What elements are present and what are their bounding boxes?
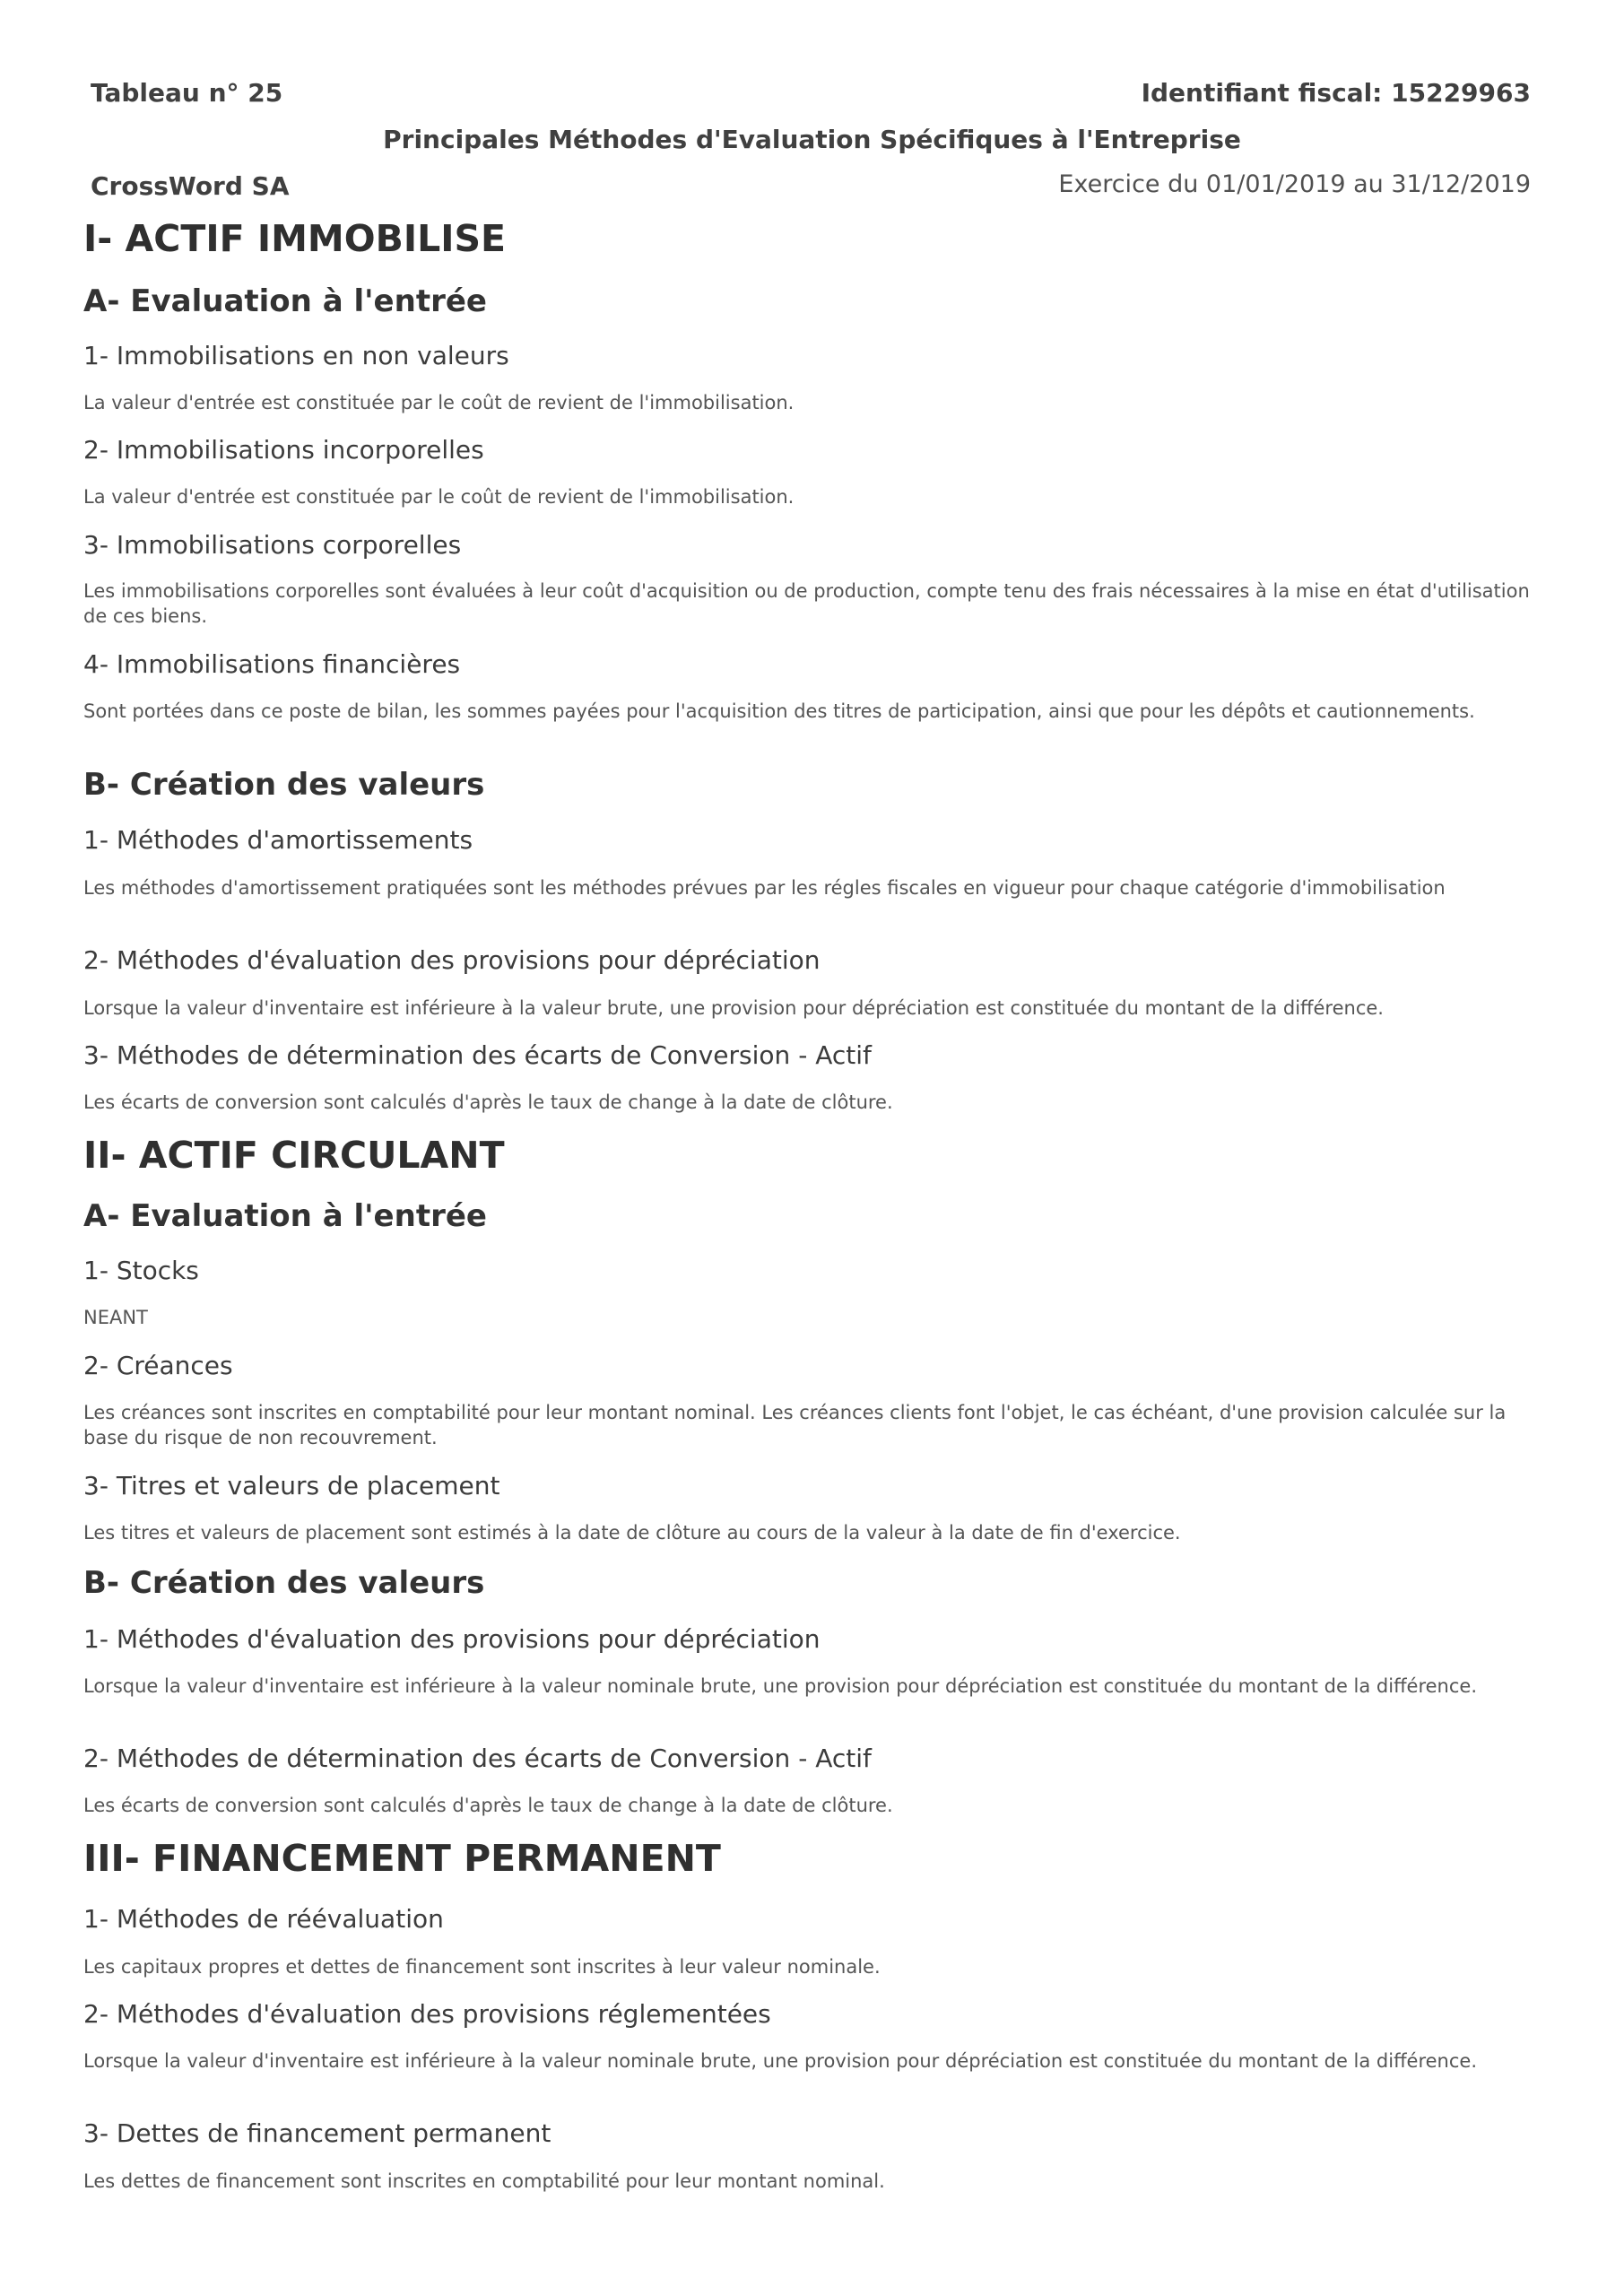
item-title-provisions-depreciation: 1- Méthodes d'évaluation des provisions pour dépréciation <box>83 1624 821 1654</box>
item-text-stocks: NEANT <box>83 1307 148 1328</box>
item-title-immobilisations-non-valeurs: 1- Immobilisations en non valeurs <box>83 341 509 370</box>
item-title-ecarts-conversion: 3- Méthodes de détermination des écarts de Conversion - Actif <box>83 1040 872 1070</box>
item-title-methodes-amortissements: 1- Méthodes d'amortissements <box>83 825 473 855</box>
item-title-provisions-reglementees: 2- Méthodes d'évaluation des provisions réglementées <box>83 1999 771 2029</box>
item-title-immobilisations-incorporelles: 2- Immobilisations incorporelles <box>83 435 484 465</box>
item-title-immobilisations-financieres: 4- Immobilisations financières <box>83 649 461 679</box>
item-text-immobilisations-financieres: Sont portées dans ce poste de bilan, les sommes payées pour l'acquisition des titres de participation, ainsi que pour les dépôts et cautionnements. <box>83 700 1475 722</box>
subsection-title-evaluation-entree: A- Evaluation à l'entrée <box>83 1198 487 1234</box>
company-name: CrossWord SA <box>91 171 290 201</box>
item-text-provisions-reglementees: Lorsque la valeur d'inventaire est inférieure à la valeur nominale brute, une provision pour dépréciation est constituée du montant de la différence. <box>83 2050 1478 2072</box>
item-text-immobilisations-corporelles: Les immobilisations corporelles sont évaluées à leur coût d'acquisition ou de production, compte tenu des frais nécessaires à la mise en état d'utilisation de ces biens. <box>83 580 1530 627</box>
item-title-titres-placement: 3- Titres et valeurs de placement <box>83 1471 500 1500</box>
item-title-provisions-depreciation: 2- Méthodes d'évaluation des provisions pour dépréciation <box>83 945 821 975</box>
subsection-title-evaluation-entree: A- Evaluation à l'entrée <box>83 283 487 319</box>
item-text-immobilisations-non-valeurs: La valeur d'entrée est constituée par le coût de revient de l'immobilisation. <box>83 392 795 413</box>
document-title: Principales Méthodes d'Evaluation Spécifiques à l'Entreprise <box>383 125 1241 154</box>
item-text-ecarts-conversion: Les écarts de conversion sont calculés d'après le taux de change à la date de clôture. <box>83 1795 893 1816</box>
item-title-immobilisations-corporelles: 3- Immobilisations corporelles <box>83 530 462 560</box>
item-text-provisions-depreciation: Lorsque la valeur d'inventaire est inférieure à la valeur brute, une provision pour dépréciation est constituée du montant de la différence. <box>83 997 1384 1019</box>
item-title-dettes-financement: 3- Dettes de financement permanent <box>83 2118 551 2148</box>
item-text-creances: Les créances sont inscrites en comptabilité pour leur montant nominal. Les créances clients font l'objet, le cas échéant, d'une provision calculée sur la base du risque de non recouvrement. <box>83 1402 1507 1448</box>
section-title-actif-immobilise: I- ACTIF IMMOBILISE <box>83 217 506 260</box>
subsection-title-creation-valeurs: B- Création des valeurs <box>83 767 485 803</box>
item-text-titres-placement: Les titres et valeurs de placement sont estimés à la date de clôture au cours de la valeur à la date de fin d'exercice. <box>83 1522 1181 1544</box>
item-text-methodes-reevaluation: Les capitaux propres et dettes de financement sont inscrites à leur valeur nominale. <box>83 1956 881 1978</box>
section-title-actif-circulant: II- ACTIF CIRCULANT <box>83 1134 505 1177</box>
table-number: Tableau n° 25 <box>91 78 283 108</box>
item-text-ecarts-conversion: Les écarts de conversion sont calculés d'après le taux de change à la date de clôture. <box>83 1091 893 1113</box>
item-title-stocks: 1- Stocks <box>83 1256 199 1285</box>
item-title-ecarts-conversion: 2- Méthodes de détermination des écarts de Conversion - Actif <box>83 1744 872 1773</box>
item-text-dettes-financement: Les dettes de financement sont inscrites en comptabilité pour leur montant nominal. <box>83 2170 885 2192</box>
item-text-immobilisations-incorporelles: La valeur d'entrée est constituée par le coût de revient de l'immobilisation. <box>83 486 795 508</box>
item-title-creances: 2- Créances <box>83 1351 233 1380</box>
subsection-title-creation-valeurs: B- Création des valeurs <box>83 1565 485 1601</box>
item-text-provisions-depreciation: Lorsque la valeur d'inventaire est inférieure à la valeur nominale brute, une provision pour dépréciation est constituée du montant de la différence. <box>83 1675 1478 1697</box>
fiscal-period: Exercice du 01/01/2019 au 31/12/2019 <box>1058 170 1531 198</box>
fiscal-id: Identifiant fiscal: 15229963 <box>1141 78 1531 108</box>
item-text-methodes-amortissements: Les méthodes d'amortissement pratiquées sont les méthodes prévues par les régles fiscales en vigueur pour chaque catégorie d'immobilisation <box>83 877 1446 899</box>
item-title-methodes-reevaluation: 1- Méthodes de réévaluation <box>83 1904 444 1934</box>
section-title-financement-permanent: III- FINANCEMENT PERMANENT <box>83 1837 721 1880</box>
